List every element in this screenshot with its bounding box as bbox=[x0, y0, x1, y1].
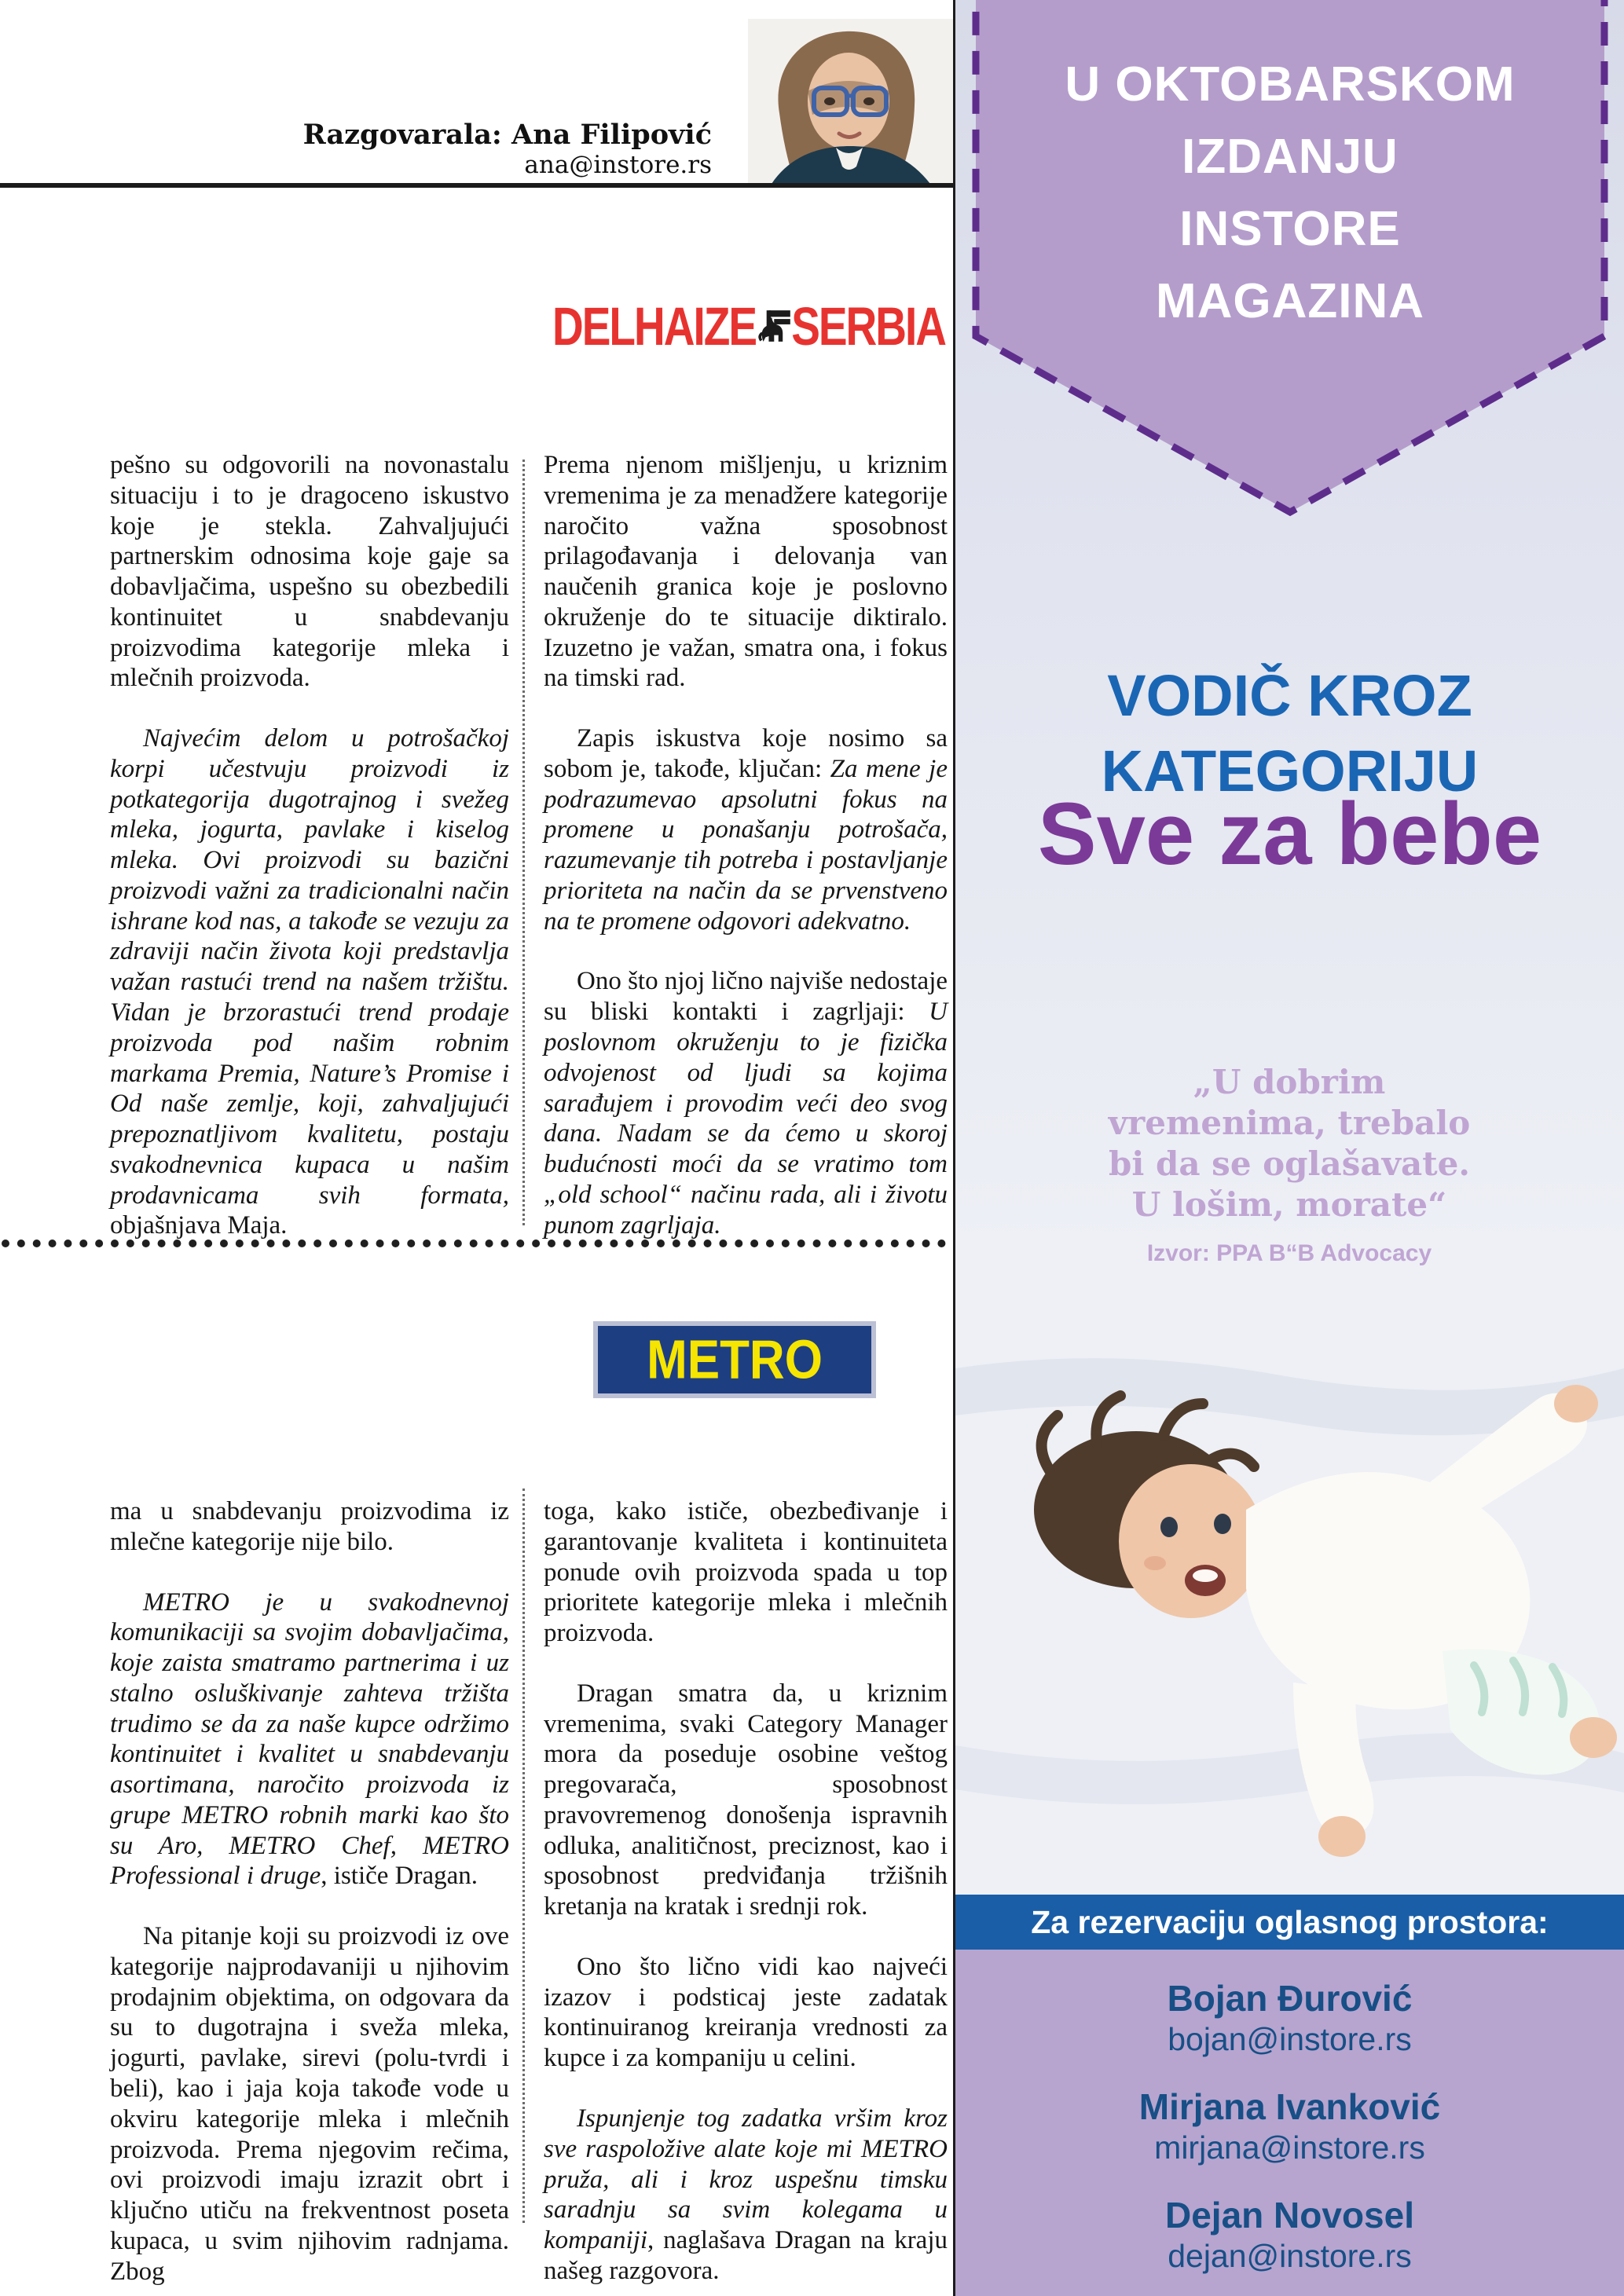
promo-quote bbox=[1069, 1062, 1509, 1274]
contact-entry bbox=[955, 2195, 1624, 2276]
paragraph: toga, kako ističe, obezbeđivanje i garantovanje kvaliteta i kontinuiteta ponude ovih proizvoda spada u top prioritete kategorije mleka i mlečnih proizvoda. bbox=[544, 1497, 948, 1648]
byline-block bbox=[236, 119, 712, 180]
metro-logo bbox=[593, 1321, 876, 1398]
kicker-line: VODIČ KROZ bbox=[1107, 663, 1472, 728]
quote-source: Izvor: PPA B“B Advocacy bbox=[1146, 1240, 1432, 1266]
pennant-line: U OKTOBARSKOM bbox=[1065, 57, 1516, 112]
pennant-line: INSTORE bbox=[1179, 202, 1401, 256]
delhaize-wordmark: DELHAIZE bbox=[552, 295, 756, 357]
article-bottom-column-1 bbox=[110, 1496, 509, 2287]
contact-name: Bojan Đurović bbox=[1167, 1978, 1413, 2019]
contact-email: mirjana@instore.rs bbox=[1154, 2129, 1425, 2166]
quote-italic: Najvećim delom u potrošačkoj korpi učestvuju proizvodi iz potkategorija dugotrajnog i svežeg mleka, jogurta, pavlake i kiselog mleka. Ovi proizvodi su bazični proizvodi važni za tradicionalni način ishrane kod nas, a takođe se vezuju za zdraviji način života koji predstavlja važan rastući trend na našem tržištu. Vidan je brzorastući trend prodaje proizvoda pod našim robnim markama Premia, Nature’s Promise i Od naše zemlje, koji, zahvaljujući prepoznatljivom kvalitetu, postaju svakodnevnica kupaca u našim prodavnicama svih formata, bbox=[110, 724, 509, 1210]
paragraph: Na pitanje koji su proizvodi iz ove kategorije najprodavaniji u njihovim prodajnim objektima, on odgovara da su to dugotrajna i sveža mleka, jogurti, pavlake, sirevi (polu-tvrdi i beli), kao i jaja koja takođe vode u okviru kategorije mleka i mlečnih proizvoda. Prema njegovim rečima, ovi proizvodi imaju izrazit obrt i ključno utiču na frekventnost poseta kupaca, u svim njihovim radnjama. Zbog bbox=[110, 1922, 509, 2286]
contact-entry bbox=[955, 2086, 1624, 2168]
author-photo-image bbox=[748, 19, 953, 184]
lead-text: Ono što njoj lično najviše nedostaje su bliski kontakti i zagrljaji: bbox=[544, 967, 948, 1027]
quote-italic: Ispunjenje tog zadatka vršim kroz sve raspoložive alate koje mi METRO pruža, ali i kroz uspešnu timsku saradnju sa svim kolegama u kompaniji bbox=[544, 2104, 948, 2255]
column-divider-top bbox=[522, 460, 525, 1225]
header-rule bbox=[0, 183, 953, 188]
quote-line: U lošim, morate“ bbox=[1131, 1185, 1447, 1224]
contact-name: Dejan Novosel bbox=[1165, 2195, 1414, 2236]
contact-name: Mirjana Ivanković bbox=[1138, 2086, 1441, 2128]
paragraph bbox=[544, 966, 948, 1240]
paragraph bbox=[544, 723, 948, 936]
quote-italic: U poslovnom okruženju to je fizička odvojenost od ljudi sa kojima sarađujem i provodim veći deo svog dana. Nadam se da ćemo u skoroj budućnosti moći da se vratimo tom „old school“ načinu rada, ali i životu punom zagrljaja. bbox=[544, 998, 948, 1240]
pennant-title bbox=[970, 49, 1611, 338]
section-separator-dotted bbox=[2, 1240, 946, 1247]
quote-line: vremenima, trebalo bbox=[1108, 1104, 1471, 1142]
column-divider-bottom bbox=[522, 1489, 525, 2223]
pennant-line: IZDANJU bbox=[1182, 130, 1399, 184]
baby-photo bbox=[955, 1274, 1624, 1895]
cta-band: Za rezervaciju oglasnog prostora: bbox=[955, 1895, 1624, 1950]
quote-line: bi da se oglašavate. bbox=[1109, 1144, 1470, 1183]
paragraph: Prema njenom mišljenju, u kriznim vremenima je za menadžere kategorije naročito važna sposobnost prilagođavanja i delovanja van naučenih granica koje je poslovno okruženje do te situacije diktiralo. Izuzetno je važan, smatra ona, i fokus na timski rad. bbox=[544, 451, 948, 693]
delhaize-serbia-logo bbox=[552, 295, 945, 357]
article-bottom-column-2 bbox=[544, 1496, 948, 2287]
article-top-column-2 bbox=[544, 450, 948, 1240]
byline-text: Razgovarala: Ana Filipović bbox=[302, 119, 712, 151]
paragraph bbox=[544, 2104, 948, 2287]
paragraph: Dragan smatra da, u kriznim vremenima, svaki Category Manager mora da poseduje osobine veštog pregovarača, sposobnost pravovremenog donošenja ispravnih odluka, analitičnost, preciznost, kao i sposobnost predviđanja tržišnih kretanja na kratak i srednji rok. bbox=[544, 1679, 948, 1921]
category-title: Sve za bebe bbox=[1037, 785, 1542, 883]
quote-italic: METRO je u svakodnevnoj komunikaciji sa svojim dobavljačima, koje zaista smatramo partnerima i uz stalno osluškivanje zahteva tržišta trudimo se da za naše kupce održimo kontinuitet i kvalitet u snabdevanju asortimana, naročito proizvoda iz grupe METRO robnih marki kao što su Aro, METRO Chef, METRO Professional i druge bbox=[110, 1587, 509, 1891]
delhaize-lion-icon bbox=[756, 302, 791, 350]
byline-email: ana@instore.rs bbox=[524, 151, 712, 180]
paragraph bbox=[110, 1587, 509, 1892]
quote-italic: Za mene je podrazumevao apsolutni fokus na promene u ponašanju potrošača, razumevanje tih potreba i postavljanje prioriteta na način da se prvenstveno na te promene odgovori adekvatno. bbox=[544, 754, 948, 936]
contact-email: dejan@instore.rs bbox=[1168, 2238, 1412, 2275]
paragraph: pešno su odgovorili na novonastalu situaciju i to je dragoceno iskustvo koje je stekla. Zahvaljujući partnerskim odnosima koje gaje sa dobavljačima, uspešno su obezbedili kontinuitet u snabdevanju proizvodima kategorije mleka i mlečnih proizvoda. bbox=[110, 451, 509, 693]
attribution: , ističe Dragan. bbox=[321, 1862, 478, 1891]
attribution: objašnjava Maja. bbox=[110, 1211, 288, 1240]
paragraph: Ono što lično vidi kao najveći izazov i podsticaj jeste zadatak kontinuiranog kreiranja vrednosti za kupce i za kompaniju u celini. bbox=[544, 1952, 948, 2073]
paragraph: ma u snabdevanju proizvodima iz mlečne kategorije nije bilo. bbox=[110, 1497, 509, 1556]
author-photo bbox=[748, 19, 953, 184]
contacts-block bbox=[955, 1950, 1624, 2296]
promo-sidebar bbox=[955, 0, 1624, 2296]
article-top-column-1 bbox=[110, 450, 509, 1241]
paragraph bbox=[110, 723, 509, 1241]
contact-entry bbox=[955, 1978, 1624, 2060]
contact-email: bojan@instore.rs bbox=[1168, 2020, 1412, 2057]
quote-line: „U dobrim bbox=[1193, 1063, 1386, 1101]
attribution: , naglašava Dragan na kraju našeg razgovora. bbox=[544, 2226, 948, 2285]
kicker-line: KATEGORIJU bbox=[1101, 738, 1479, 804]
serbia-wordmark: SERBIA bbox=[791, 295, 945, 357]
pennant-line: MAGAZINA bbox=[1155, 274, 1425, 328]
lead-text: Zapis iskustva koje nosimo sa sobom je, takođe, ključan: bbox=[544, 724, 948, 783]
metro-wordmark: METRO bbox=[647, 1329, 823, 1390]
